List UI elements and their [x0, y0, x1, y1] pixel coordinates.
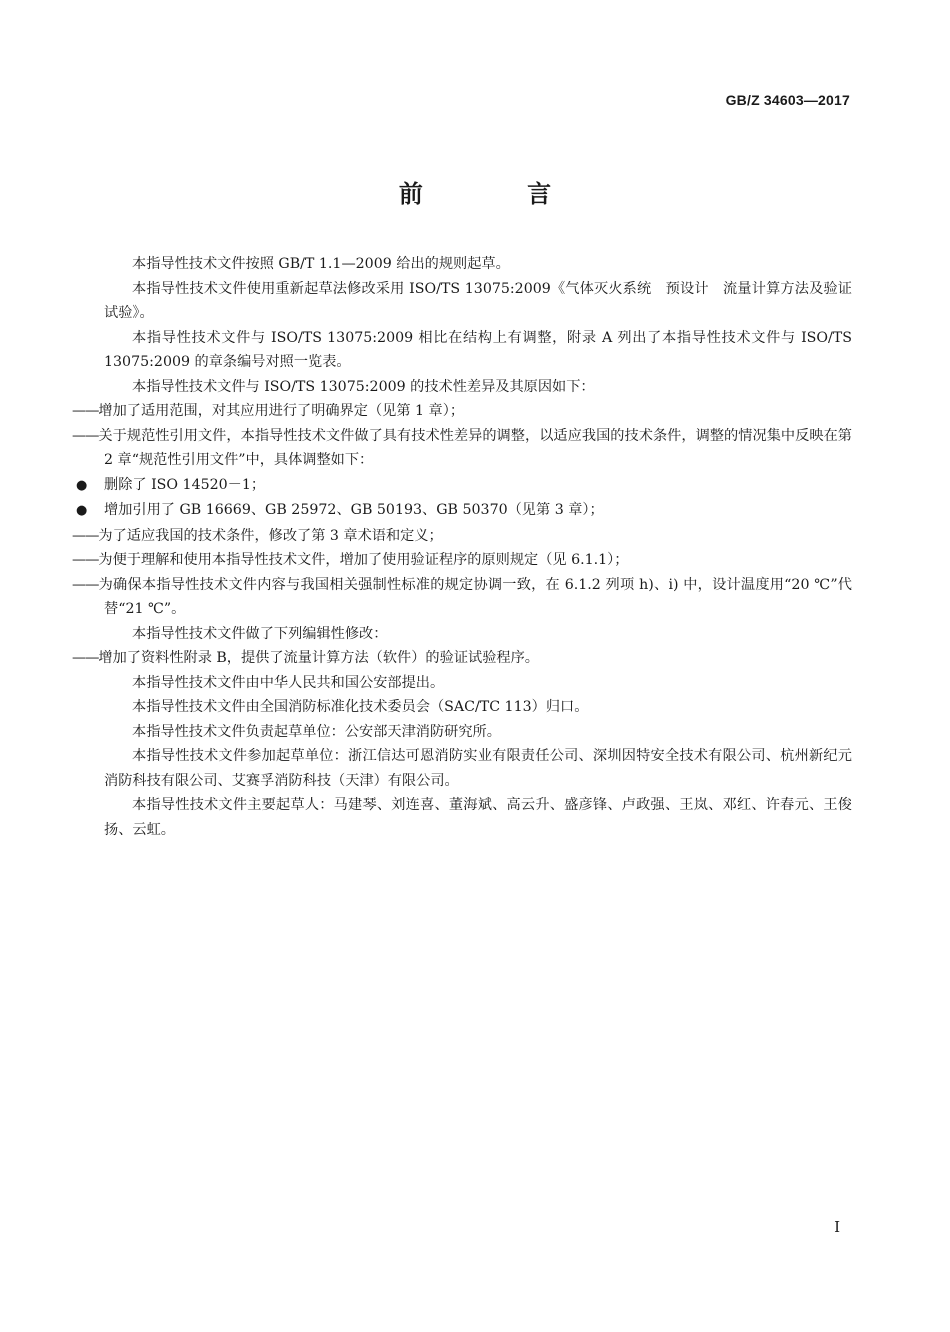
paragraph-structure: 本指导性技术文件与 ISO/TS 13075:2009 相比在结构上有调整，附录 A 列出了本指导性技术文件与 ISO/TS 13075:2009 的章条编号对照一览表。 — [104, 329, 852, 370]
list-item-text: 关于规范性引用文件，本指导性技术文件做了具有技术性差异的调整，以适应我国的技术条件，调整的情况集中反映在第 2 章“规范性引用文件”中，具体调整如下： — [98, 427, 852, 468]
list-item — [72, 524, 852, 549]
list-item-text: 增加了适用范围，对其应用进行了明确界定（见第 1 章）； — [98, 403, 465, 419]
list-item-text: 为了适应我国的技术条件，修改了第 3 章术语和定义； — [98, 527, 443, 544]
paragraph-drafting-rules: 本指导性技术文件按照 GB/T 1.1—2009 给出的规则起草。 — [132, 256, 510, 272]
dash-marker: —— — [72, 403, 99, 419]
list-item-text: 为便于理解和使用本指导性技术文件，增加了使用验证程序的原则规定（见 6.1.1）； — [98, 552, 629, 568]
list-item — [72, 573, 852, 622]
paragraph-technical-differences: 本指导性技术文件与 ISO/TS 13075:2009 的技术性差异及其原因如下： — [132, 378, 595, 395]
bullet-icon: ● — [76, 477, 88, 493]
paragraph-responsible-drafter: 本指导性技术文件负责起草单位：公安部天津消防研究所。 — [132, 723, 501, 740]
paragraph-editorial-changes: 本指导性技术文件做了下列编辑性修改： — [132, 625, 388, 642]
list-item — [72, 548, 852, 573]
list-item — [72, 424, 852, 473]
list-item-text: 增加了资料性附录 B，提供了流量计算方法（软件）的验证试验程序。 — [98, 650, 539, 666]
paragraph-proposed-by: 本指导性技术文件由中华人民共和国公安部提出。 — [132, 674, 445, 691]
bullet-item-text: 增加引用了 GB 16669、GB 25972、GB 50193、GB 50370（见第 3 章）； — [104, 502, 604, 518]
bullet-icon: ● — [76, 503, 88, 518]
dash-marker: —— — [72, 552, 99, 568]
dash-marker: —— — [72, 427, 99, 444]
dash-marker: —— — [72, 527, 99, 544]
list-item-text: 为确保本指导性技术文件内容与我国相关强制性标准的规定协调一致，在 6.1.2 列项 h)、i) 中，设计温度用“20 ℃”代替“21 ℃”。 — [98, 576, 852, 617]
standard-number: GB/Z 34603—2017 — [725, 92, 850, 108]
list-item — [72, 399, 852, 424]
dash-marker: —— — [72, 576, 99, 593]
page-number: I — [834, 1218, 840, 1236]
bullet-item — [76, 498, 852, 524]
bullet-item — [76, 473, 852, 499]
paragraph-technical-committee: 本指导性技术文件由全国消防标准化技术委员会（SAC/TC 113）归口。 — [132, 699, 589, 715]
paragraph-adoption: 本指导性技术文件使用重新起草法修改采用 ISO/TS 13075:2009《气体灭火系统 预设计 流量计算方法及验证试验》。 — [104, 280, 852, 321]
list-item — [72, 646, 852, 671]
paragraph-participating-drafters: 本指导性技术文件参加起草单位：浙江信达可恩消防实业有限责任公司、深圳因特安全技术有限公司、杭州新纪元消防科技有限公司、艾赛孚消防科技（天津）有限公司。 — [104, 748, 852, 789]
dash-marker: —— — [72, 650, 99, 666]
foreword-body — [72, 252, 852, 842]
bullet-item-text: 删除了 ISO 14520－1； — [104, 476, 266, 493]
paragraph-main-drafters: 本指导性技术文件主要起草人：马建琴、刘连喜、董海斌、高云升、盛彦锋、卢政强、王岚、邓红、许春元、王俊扬、云虹。 — [104, 797, 852, 838]
page-title: 前 言 — [398, 180, 600, 208]
